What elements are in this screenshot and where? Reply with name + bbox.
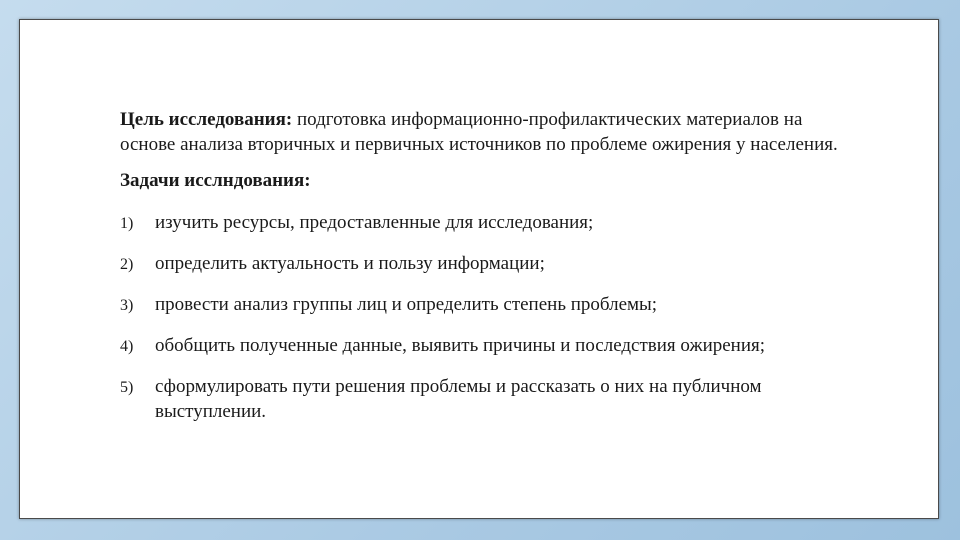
task-text: изучить ресурсы, предоставленные для исследования; (155, 212, 594, 233)
task-number: 2) (120, 256, 134, 273)
tasks-heading: Задачи исслндования: (120, 170, 311, 191)
task-list (120, 210, 840, 424)
slide-content (120, 107, 840, 440)
task-text: провести анализ группы лиц и определить степень проблемы; (155, 294, 658, 315)
task-number: 4) (120, 338, 134, 355)
research-goal (120, 107, 840, 157)
task-number: 3) (120, 297, 134, 314)
task-text: определить актуальность и пользу информации; (155, 253, 545, 274)
goal-text: подготовка информационно-профилактических материалов на основе анализа вторичных и первичных источников по проблеме ожирения у населения. (120, 109, 838, 155)
goal-label: Цель исследования: (120, 109, 293, 130)
task-item (120, 374, 840, 424)
task-item (120, 333, 840, 358)
task-item (120, 210, 840, 235)
task-number: 1) (120, 215, 134, 232)
slide (19, 19, 939, 519)
task-number: 5) (120, 379, 134, 396)
task-text: обобщить полученные данные, выявить причины и последствия ожирения; (155, 335, 766, 356)
task-item (120, 251, 840, 276)
task-item (120, 292, 840, 317)
task-text: сформулировать пути решения проблемы и рассказать о них на публичном выступлении. (155, 376, 762, 422)
